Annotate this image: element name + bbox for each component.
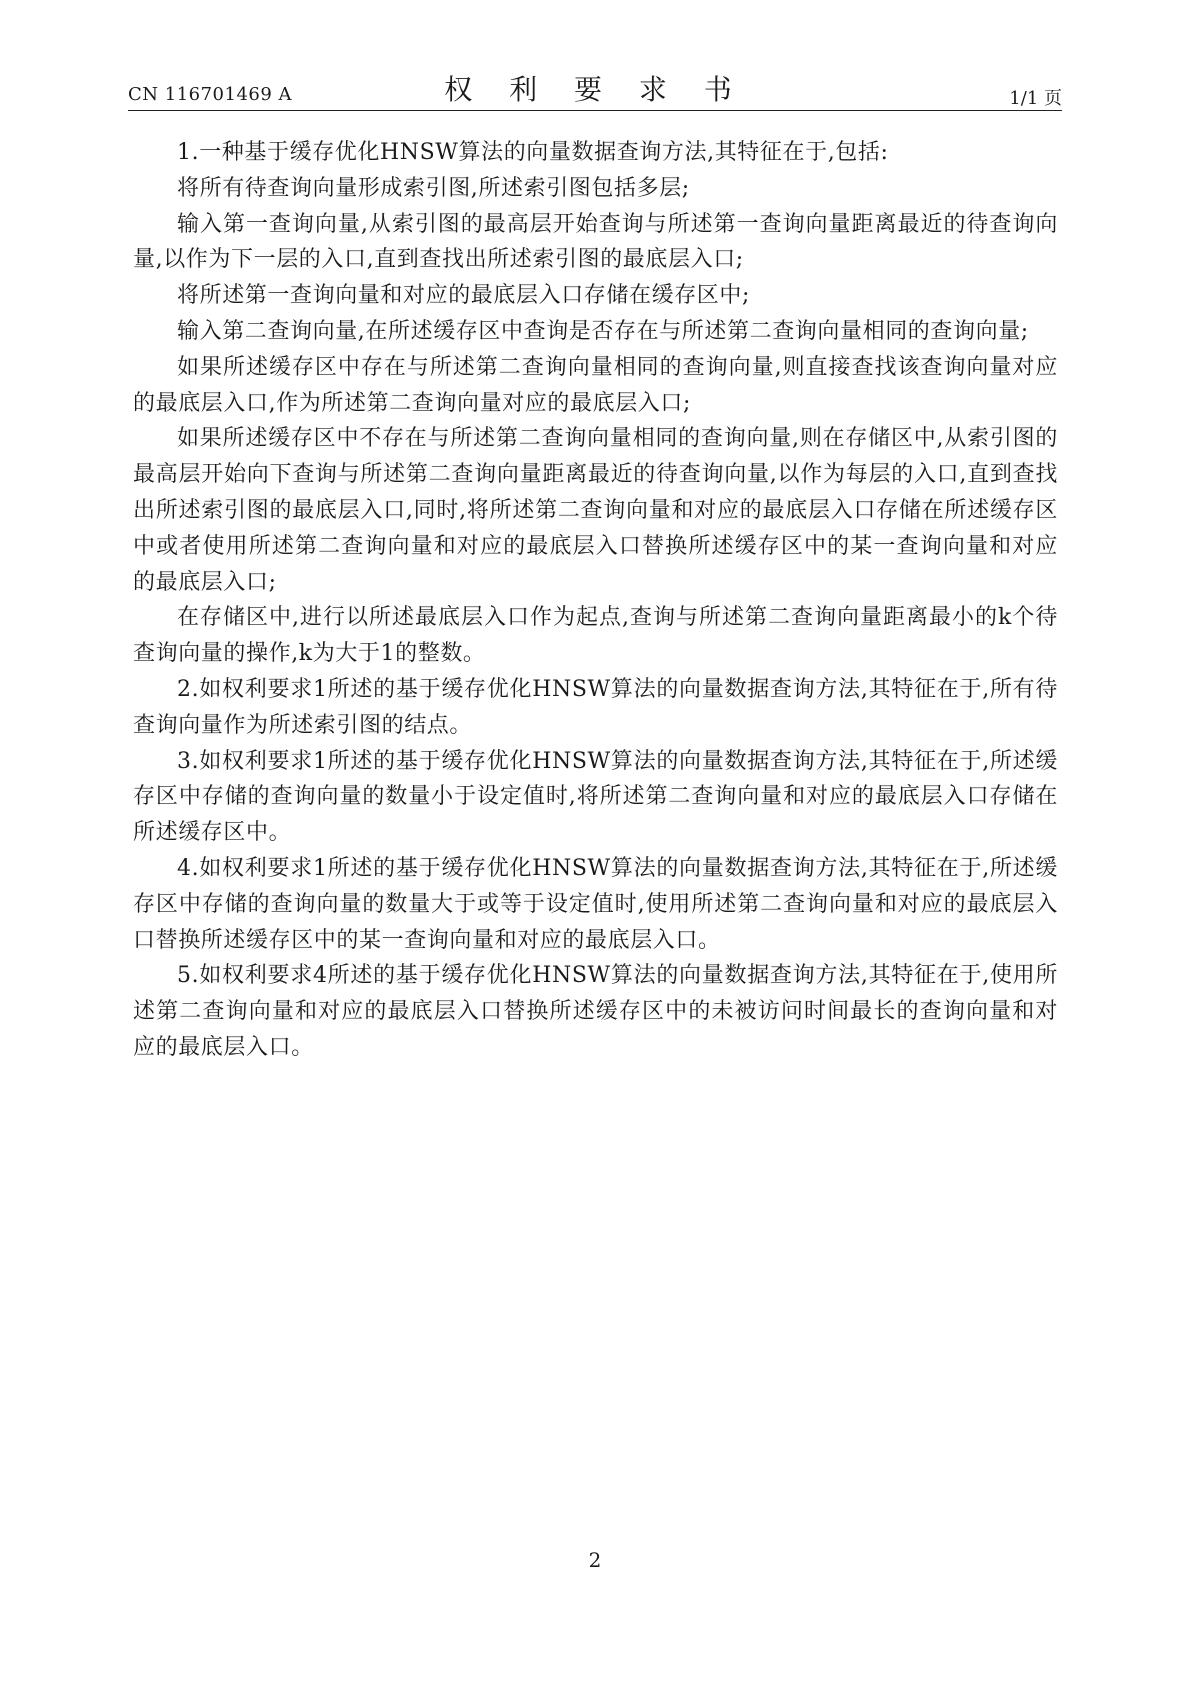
claim-paragraph: 1.一种基于缓存优化HNSW算法的向量数据查询方法,其特征在于,包括:	[177, 140, 889, 165]
page-info: 1/1 页	[1009, 88, 1062, 109]
claim-paragraph: 将所有待查询向量形成索引图,所述索引图包括多层;	[177, 175, 690, 201]
claim-paragraph: 5.如权利要求4所述的基于缓存优化HNSW算法的向量数据查询方法,其特征在于,使用所述第二查询向量和对应的最底层入口替换所述缓存区中的未被访问时间最长的查询向量和对应的最底层入口。	[133, 963, 1058, 1060]
document-title: 权 利 要 求 书	[444, 73, 746, 106]
page-number: 2	[588, 1548, 602, 1572]
claim-paragraph: 输入第一查询向量,从索引图的最高层开始查询与所述第一查询向量距离最近的待查询向量,以作为下一层的入口,直到查找出所述索引图的最底层入口;	[133, 211, 1058, 273]
claim-paragraph: 将所述第一查询向量和对应的最底层入口存储在缓存区中;	[177, 283, 751, 309]
header-divider	[128, 110, 1062, 111]
claim-paragraph: 3.如权利要求1所述的基于缓存优化HNSW算法的向量数据查询方法,其特征在于,所述缓存区中存储的查询向量的数量小于设定值时,将所述第二查询向量和对应的最底层入口存储在所述缓存区中。	[133, 748, 1058, 846]
claim-paragraph: 4.如权利要求1所述的基于缓存优化HNSW算法的向量数据查询方法,其特征在于,所述缓存区中存储的查询向量的数量大于或等于设定值时,使用所述第二查询向量和对应的最底层入口替换所述缓存区中的某一查询向量和对应的最底层入口。	[133, 855, 1058, 953]
claim-paragraph: 2.如权利要求1所述的基于缓存优化HNSW算法的向量数据查询方法,其特征在于,所有待查询向量作为所述索引图的结点。	[133, 676, 1058, 738]
claim-paragraph: 输入第二查询向量,在所述缓存区中查询是否存在与所述第二查询向量相同的查询向量;	[177, 318, 1029, 344]
page-header	[128, 72, 1062, 112]
claim-paragraph: 如果所述缓存区中存在与所述第二查询向量相同的查询向量,则直接查找该查询向量对应的最底层入口,作为所述第二查询向量对应的最底层入口;	[133, 354, 1058, 416]
claims-body	[133, 135, 1058, 1066]
publication-number: CN 116701469 A	[128, 84, 293, 105]
claim-paragraph: 在存储区中,进行以所述最底层入口作为起点,查询与所述第二查询向量距离最小的k个待查询向量的操作,k为大于1的整数。	[133, 605, 1058, 667]
claim-paragraph: 如果所述缓存区中不存在与所述第二查询向量相同的查询向量,则在存储区中,从索引图的最高层开始向下查询与所述第二查询向量距离最近的待查询向量,以作为每层的入口,直到查找出所述索引图的最底层入口,同时,将所述第二查询向量和对应的最底层入口存储在所述缓存区中或者使用所述第二查询向量和对应的最底层入口替换所述缓存区中的某一查询向量和对应的最底层入口;	[133, 426, 1058, 595]
